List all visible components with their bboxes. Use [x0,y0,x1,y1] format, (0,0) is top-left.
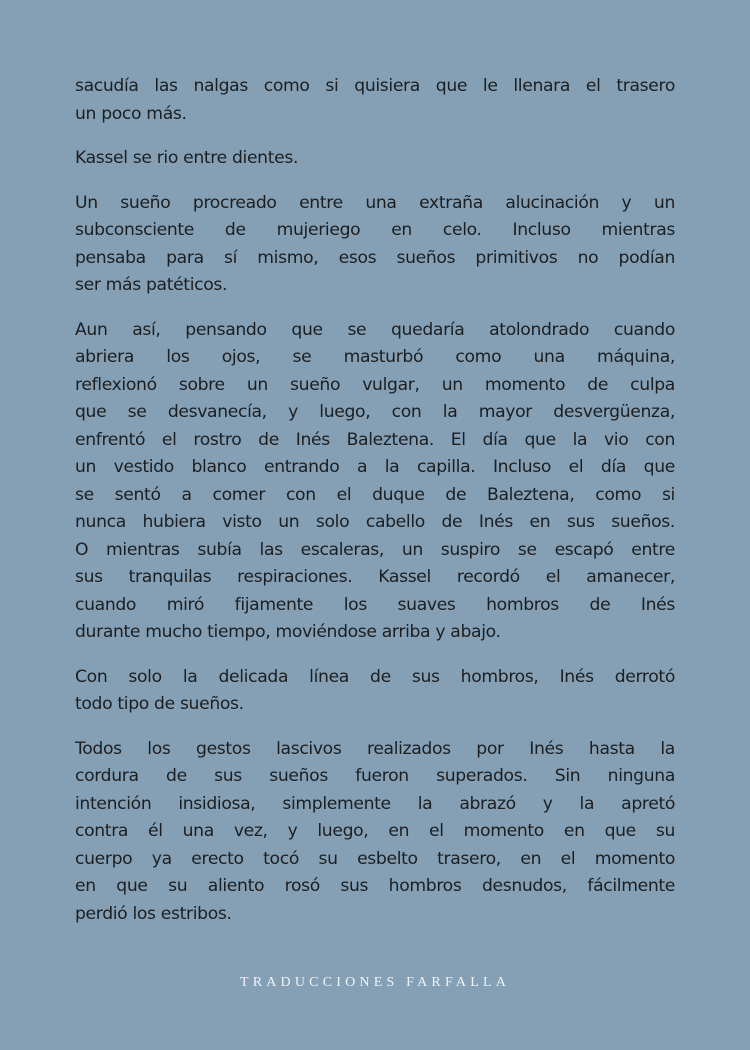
text-line: reflexionó sobre un sueño vulgar, un momento de culpa [75,374,675,395]
page-body [75,73,675,945]
text-line: perdió los estribos. [75,903,232,924]
paragraph [75,73,675,128]
paragraph [75,664,675,719]
text-line: subconsciente de mujeriego en celo. Incluso mientras [75,220,675,240]
text-line: Con solo la delicada línea de sus hombros, Inés derrotó [75,666,675,687]
text-line: cuando miró fijamente los suaves hombros de Inés [75,594,675,615]
text-line: ser más patéticos. [75,275,228,295]
text-line: sus tranquilas respiraciones. Kassel recordó el amanecer, [75,567,675,587]
text-line: abriera los ojos, se masturbó como una máquina, [75,347,675,367]
text-line: durante mucho tiempo, moviéndose arriba y abajo. [75,622,501,642]
paragraph [75,190,675,300]
text-line: contra él una vez, y luego, en el momento en que su [75,821,675,841]
paragraph [75,317,675,647]
text-line: Un sueño procreado entre una extraña alucinación y un [75,192,675,213]
text-line: enfrentó el rostro de Inés Baleztena. El día que la vio con [75,429,675,450]
text-line: cordura de sus sueños fueron superados. Sin ninguna [75,766,675,786]
text-line: cuerpo ya erecto tocó su esbelto trasero, en el momento [75,848,675,869]
text-line: un vestido blanco entrando a la capilla. Incluso el día que [75,457,675,477]
text-line: se sentó a comer con el duque de Baleztena, como si [75,484,675,505]
paragraph [75,736,675,929]
text-line: sacudía las nalgas como si quisiera que le llenara el trasero [75,76,675,96]
text-line: un poco más. [75,103,187,124]
footer-credit: TRADUCCIONES FARFALLA [239,975,511,990]
text-line: Kassel se rio entre dientes. [75,148,299,168]
text-line: O mientras subía las escaleras, un suspiro se escapó entre [75,539,675,560]
text-line: en que su aliento rosó sus hombros desnudos, fácilmente [75,876,675,896]
paragraph [75,145,675,173]
text-line: que se desvanecía, y luego, con la mayor desvergüenza, [75,402,675,422]
text-line: nunca hubiera visto un solo cabello de Inés en sus sueños. [75,512,675,532]
text-line: intención insidiosa, simplemente la abrazó y la apretó [75,793,675,814]
text-line: pensaba para sí mismo, esos sueños primitivos no podían [75,247,675,268]
text-line: Todos los gestos lascivos realizados por Inés hasta la [75,738,675,759]
text-line: Aun así, pensando que se quedaría atolondrado cuando [75,319,675,340]
text-line: todo tipo de sueños. [75,694,244,714]
